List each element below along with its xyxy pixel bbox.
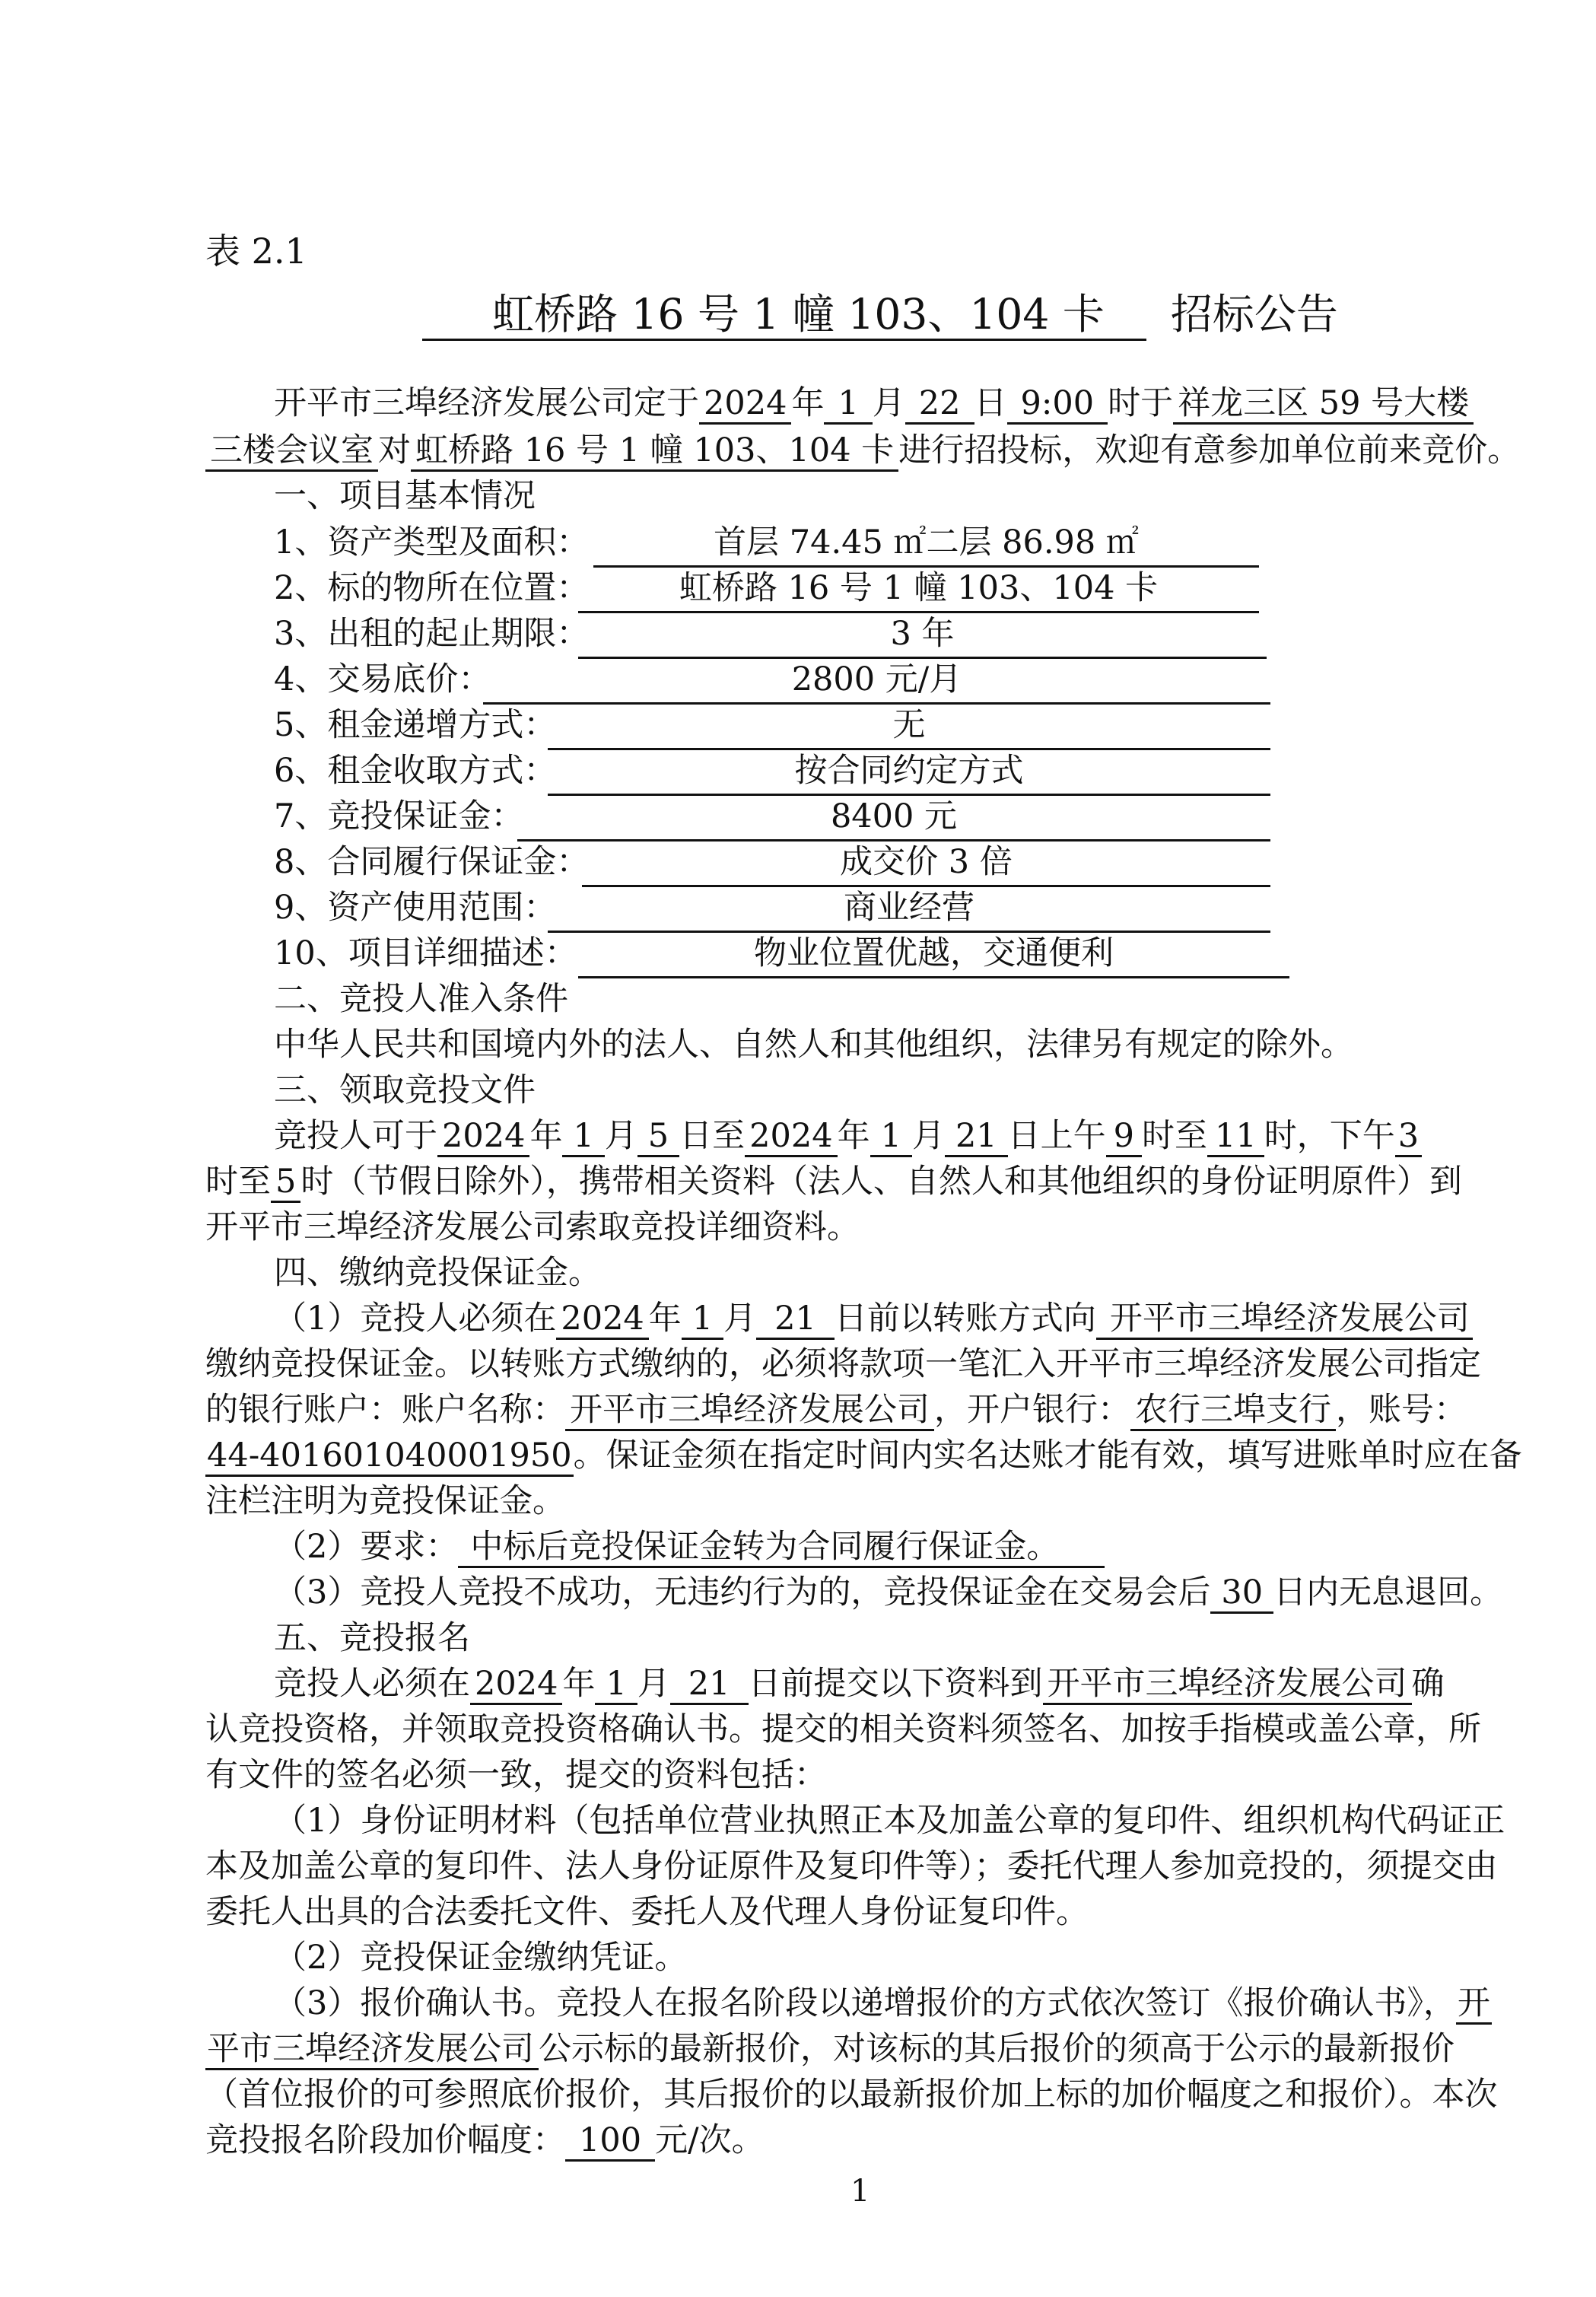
s5-text: 元/次。 bbox=[655, 2121, 765, 2159]
page-title bbox=[422, 288, 1338, 341]
item-label: 2、标的物所在位置： bbox=[274, 569, 590, 607]
s4-text: ，账号： bbox=[1336, 1391, 1467, 1429]
s5-line-3: 有文件的签名必须一致，提交的资料包括： bbox=[205, 1756, 827, 1794]
s3-text: 时至 bbox=[1142, 1117, 1208, 1155]
item-value: 8400 元 bbox=[517, 794, 1270, 841]
s3-hour: 11 bbox=[1207, 1117, 1264, 1157]
s4-text: （3）竞投人竞投不成功，无违约行为的，竞投保证金在交易会后 bbox=[274, 1573, 1211, 1611]
s4-day: 21 bbox=[756, 1300, 835, 1340]
item-value: 无 bbox=[548, 702, 1270, 750]
section3-line-1 bbox=[274, 1113, 1422, 1159]
s5-item1-line-1: （1）身份证明材料（包括单位营业执照正本及加盖公章的复印件、组织机构代码证正 bbox=[274, 1802, 1505, 1840]
s5-text: 竞投人必须在 bbox=[274, 1665, 470, 1703]
s5-day: 21 bbox=[670, 1665, 749, 1705]
s5-company: 开平市三埠经济发展公司 bbox=[1043, 1665, 1412, 1705]
section2-text: 中华人民共和国境内外的法人、自然人和其他组织，法律另有规定的除外。 bbox=[274, 1026, 1353, 1064]
s4-p1-line-3 bbox=[205, 1387, 1467, 1433]
bank-name: 农行三埠支行 bbox=[1130, 1391, 1336, 1431]
page-number: 1 bbox=[850, 2174, 870, 2209]
intro-text: 进行招投标，欢迎有意参加单位前来竞价。 bbox=[898, 431, 1521, 469]
s4-p1-line-2: 缴纳竞投保证金。以转账方式缴纳的，必须将款项一笔汇入开平市三埠经济发展公司指定 bbox=[205, 1345, 1481, 1383]
s4-text: ，开户银行： bbox=[934, 1391, 1130, 1429]
item-value: 按合同约定方式 bbox=[548, 748, 1270, 796]
s4-p1-line-5: 注栏注明为竞投保证金。 bbox=[205, 1482, 565, 1520]
s5-company: 开 bbox=[1456, 1984, 1492, 2025]
s5-text: 竞投报名阶段加价幅度： bbox=[205, 2121, 565, 2159]
title-subject: 虹桥路 16 号 1 幢 103、104 卡 bbox=[422, 290, 1146, 341]
intro-line-1 bbox=[274, 380, 1474, 426]
s5-item1-line-3: 委托人出具的合法委托文件、委托人及代理人身份证复印件。 bbox=[205, 1893, 1089, 1931]
item-value: 3 年 bbox=[578, 611, 1267, 659]
s4-p1-line-4 bbox=[205, 1433, 1522, 1478]
s5-line-2: 认竞投资格，并领取竞投资格确认书。提交的相关资料须签名、加按手指模或盖公章，所 bbox=[205, 1710, 1481, 1748]
s3-month: 1 bbox=[870, 1117, 912, 1157]
item-value: 成交价 3 倍 bbox=[582, 839, 1270, 887]
intro-subject: 虹桥路 16 号 1 幢 103、104 卡 bbox=[411, 431, 898, 472]
intro-place: 祥龙三区 59 号大楼 bbox=[1173, 384, 1474, 425]
s5-text: 公示标的最新报价，对该标的其后报价的须高于公示的最新报价 bbox=[539, 2030, 1455, 2068]
s4-month: 1 bbox=[682, 1300, 723, 1340]
s3-text: 月 bbox=[911, 1117, 945, 1155]
item-value: 虹桥路 16 号 1 幢 103、104 卡 bbox=[578, 565, 1259, 613]
s4-days: 30 bbox=[1210, 1573, 1273, 1614]
intro-line-2 bbox=[205, 428, 1520, 473]
s4-text: 日内无息退回。 bbox=[1273, 1573, 1503, 1611]
item-value: 首层 74.45 ㎡二层 86.98 ㎡ bbox=[593, 520, 1259, 568]
intro-text: 日 bbox=[974, 384, 1007, 422]
section1-heading: 一、项目基本情况 bbox=[274, 477, 536, 515]
intro-text: 开平市三埠经济发展公司定于 bbox=[274, 384, 699, 422]
s3-month: 1 bbox=[562, 1117, 604, 1157]
item-label: 9、资产使用范围： bbox=[274, 889, 557, 927]
section5-heading: 五、竞投报名 bbox=[274, 1619, 470, 1657]
s5-company: 平市三埠经济发展公司 bbox=[205, 2030, 539, 2070]
s5-text: （3）报价确认书。竞投人在报名阶段以递增报价的方式依次签订《报价确认书》， bbox=[274, 1984, 1456, 2022]
s4-text: （1）竞投人必须在 bbox=[274, 1300, 557, 1338]
section3-line-3: 开平市三埠经济发展公司索取竞投详细资料。 bbox=[205, 1208, 860, 1246]
item-label: 10、项目详细描述： bbox=[274, 934, 577, 972]
item-label: 7、竞投保证金： bbox=[274, 797, 524, 835]
s3-text: 日上午 bbox=[1007, 1117, 1106, 1155]
s5-text: 年 bbox=[562, 1665, 596, 1703]
s3-text: 竞投人可于 bbox=[274, 1117, 437, 1155]
s5-text: 月 bbox=[637, 1665, 670, 1703]
account-name: 开平市三埠经济发展公司 bbox=[565, 1391, 934, 1431]
s5-increment: 100 bbox=[565, 2121, 655, 2162]
s3-text: 日至 bbox=[679, 1117, 746, 1155]
s4-p2 bbox=[274, 1524, 1105, 1570]
section4-heading: 四、缴纳竞投保证金。 bbox=[274, 1254, 601, 1292]
s3-text: 时至 bbox=[205, 1163, 271, 1201]
s3-text: 时（节假日除外），携带相关资料（法人、自然人和其他组织的身份证明原件）到 bbox=[300, 1163, 1462, 1201]
s3-hour: 3 bbox=[1395, 1117, 1422, 1157]
s3-year: 2024 bbox=[745, 1117, 837, 1157]
s5-item1-line-2: 本及加盖公章的复印件、法人身份证原件及复印件等）；委托代理人参加竞投的，须提交由 bbox=[205, 1847, 1498, 1885]
s3-day: 21 bbox=[945, 1117, 1008, 1157]
table-label: 表 2.1 bbox=[205, 231, 307, 272]
s5-line-1 bbox=[274, 1661, 1445, 1707]
intro-time: 9:00 bbox=[1007, 384, 1108, 425]
s5-text: 确 bbox=[1411, 1665, 1445, 1703]
s3-text: 时，下午 bbox=[1264, 1117, 1395, 1155]
item-label: 8、合同履行保证金： bbox=[274, 843, 590, 881]
s4-company: 开平市三埠经济发展公司 bbox=[1096, 1300, 1473, 1340]
s5-item3-line-4 bbox=[205, 2117, 765, 2163]
intro-place: 三楼会议室 bbox=[205, 431, 378, 472]
s5-item3-line-1 bbox=[274, 1980, 1492, 2026]
s4-text: 的银行账户：账户名称： bbox=[205, 1391, 565, 1429]
s3-text: 年 bbox=[529, 1117, 563, 1155]
s4-text: 年 bbox=[648, 1300, 682, 1338]
intro-text: 月 bbox=[872, 384, 905, 422]
s5-text: 日前提交以下资料到 bbox=[748, 1665, 1043, 1703]
intro-text: 年 bbox=[791, 384, 825, 422]
s3-day: 5 bbox=[637, 1117, 679, 1157]
s5-item2: （2）竞投保证金缴纳凭证。 bbox=[274, 1939, 688, 1977]
title-suffix: 招标公告 bbox=[1170, 290, 1338, 339]
s4-p1-line-1 bbox=[274, 1296, 1473, 1341]
s3-text: 年 bbox=[837, 1117, 870, 1155]
item-label: 5、租金递增方式： bbox=[274, 706, 557, 744]
item-value: 物业位置优越，交通便利 bbox=[578, 931, 1289, 978]
intro-text: 对 bbox=[378, 431, 411, 469]
s3-text: 月 bbox=[604, 1117, 637, 1155]
s4-year: 2024 bbox=[556, 1300, 648, 1340]
intro-month: 1 bbox=[824, 384, 872, 425]
item-value: 商业经营 bbox=[548, 885, 1270, 933]
item-label: 4、交易底价： bbox=[274, 660, 491, 698]
s5-year: 2024 bbox=[470, 1665, 562, 1705]
s4-text: 月 bbox=[723, 1300, 757, 1338]
intro-year: 2024 bbox=[699, 384, 791, 425]
item-label: 1、资产类型及面积： bbox=[274, 523, 590, 562]
s4-text: 。保证金须在指定时间内实名达账才能有效，填写进账单时应在备 bbox=[573, 1436, 1522, 1475]
s4-p3 bbox=[274, 1570, 1502, 1615]
section3-line-2 bbox=[205, 1159, 1462, 1204]
s3-year: 2024 bbox=[437, 1117, 529, 1157]
s5-item3-line-2 bbox=[205, 2026, 1455, 2072]
item-value: 2800 元/月 bbox=[483, 657, 1270, 705]
s5-item3-line-3: （首位报价的可参照底价报价，其后报价的以最新报价加上标的加价幅度之和报价）。本次 bbox=[205, 2076, 1498, 2114]
s5-month: 1 bbox=[595, 1665, 637, 1705]
s3-hour: 9 bbox=[1106, 1117, 1142, 1157]
section2-heading: 二、竞投人准入条件 bbox=[274, 980, 568, 1018]
s4-requirement: 中标后竞投保证金转为合同履行保证金。 bbox=[458, 1528, 1105, 1568]
s3-hour: 5 bbox=[271, 1163, 300, 1203]
s4-text: 日前以转账方式向 bbox=[834, 1300, 1096, 1338]
item-label: 3、出租的起止期限： bbox=[274, 615, 590, 653]
s4-text: （2）要求： bbox=[274, 1528, 459, 1566]
section3-heading: 三、领取竞投文件 bbox=[274, 1071, 536, 1109]
item-label: 6、租金收取方式： bbox=[274, 752, 557, 790]
account-number: 44-401601040001950 bbox=[205, 1436, 574, 1477]
intro-day: 22 bbox=[905, 384, 974, 425]
intro-text: 时于 bbox=[1108, 384, 1174, 422]
